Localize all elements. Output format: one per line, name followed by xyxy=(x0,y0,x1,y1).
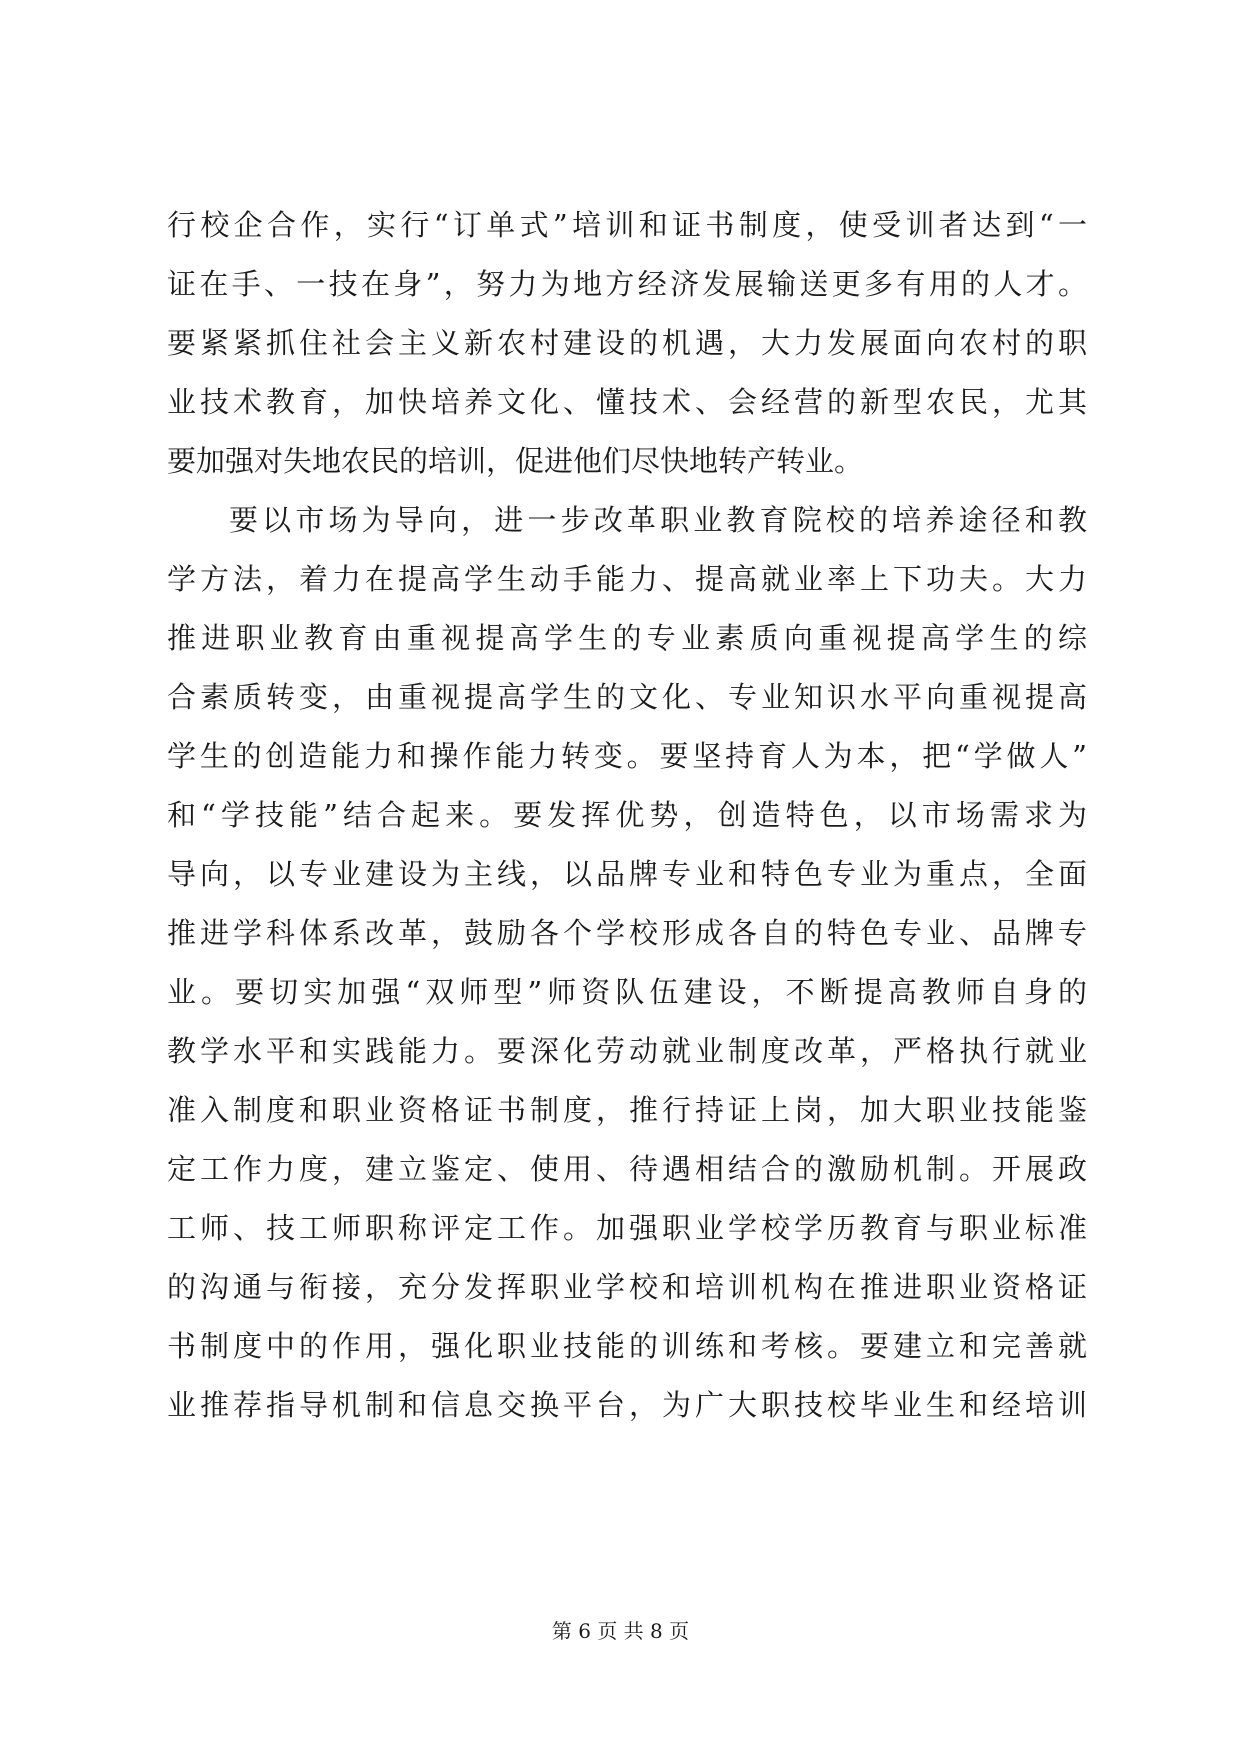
text-line-8: 推进职业教育由重视提高学生的专业素质向重视提高学生的综 xyxy=(167,621,1087,655)
text-line-3: 要紧紧抓住社会主义新农村建设的机遇，大力发展面向农村的职 xyxy=(167,326,1087,360)
text-line-2: 证在手、一技在身”，努力为地方经济发展输送更多有用的人才。 xyxy=(167,267,1087,301)
text-line-20: 书制度中的作用，强化职业技能的训练和考核。要建立和完善就 xyxy=(167,1329,1087,1363)
text-line-17: 定工作力度，建立鉴定、使用、待遇相结合的激励机制。开展政 xyxy=(167,1152,1087,1186)
text-line-6: 要以市场为导向，进一步改革职业教育院校的培养途径和教 xyxy=(229,503,1087,537)
page-number-footer: 第 6 页 共 8 页 xyxy=(551,1619,690,1643)
text-line-12: 导向，以专业建设为主线，以品牌专业和特色专业为重点，全面 xyxy=(167,857,1087,891)
text-line-19: 的沟通与衔接，充分发挥职业学校和培训机构在推进职业资格证 xyxy=(167,1270,1087,1304)
text-line-7: 学方法，着力在提高学生动手能力、提高就业率上下功夫。大力 xyxy=(167,562,1087,596)
text-line-10: 学生的创造能力和操作能力转变。要坚持育人为本，把“学做人” xyxy=(167,739,1087,773)
text-line-1: 行校企合作，实行“订单式”培训和证书制度，使受训者达到“一 xyxy=(167,208,1087,242)
text-line-18: 工师、技工师职称评定工作。加强职业学校学历教育与职业标准 xyxy=(167,1211,1087,1245)
text-line-14: 业。要切实加强“双师型”师资队伍建设，不断提高教师自身的 xyxy=(167,975,1087,1009)
text-line-11: 和“学技能”结合起来。要发挥优势，创造特色，以市场需求为 xyxy=(167,798,1087,832)
text-line-21: 业推荐指导机制和信息交换平台，为广大职技校毕业生和经培训 xyxy=(167,1388,1087,1422)
text-line-9: 合素质转变，由重视提高学生的文化、专业知识水平向重视提高 xyxy=(167,680,1087,714)
text-line-5: 要加强对失地农民的培训，促进他们尽快地转产转业。 xyxy=(167,444,864,478)
text-line-15: 教学水平和实践能力。要深化劳动就业制度改革，严格执行就业 xyxy=(167,1034,1087,1068)
text-line-4: 业技术教育，加快培养文化、懂技术、会经营的新型农民，尤其 xyxy=(167,385,1087,419)
text-line-13: 推进学科体系改革，鼓励各个学校形成各自的特色专业、品牌专 xyxy=(167,916,1087,950)
text-line-16: 准入制度和职业资格证书制度，推行持证上岗，加大职业技能鉴 xyxy=(167,1093,1087,1127)
